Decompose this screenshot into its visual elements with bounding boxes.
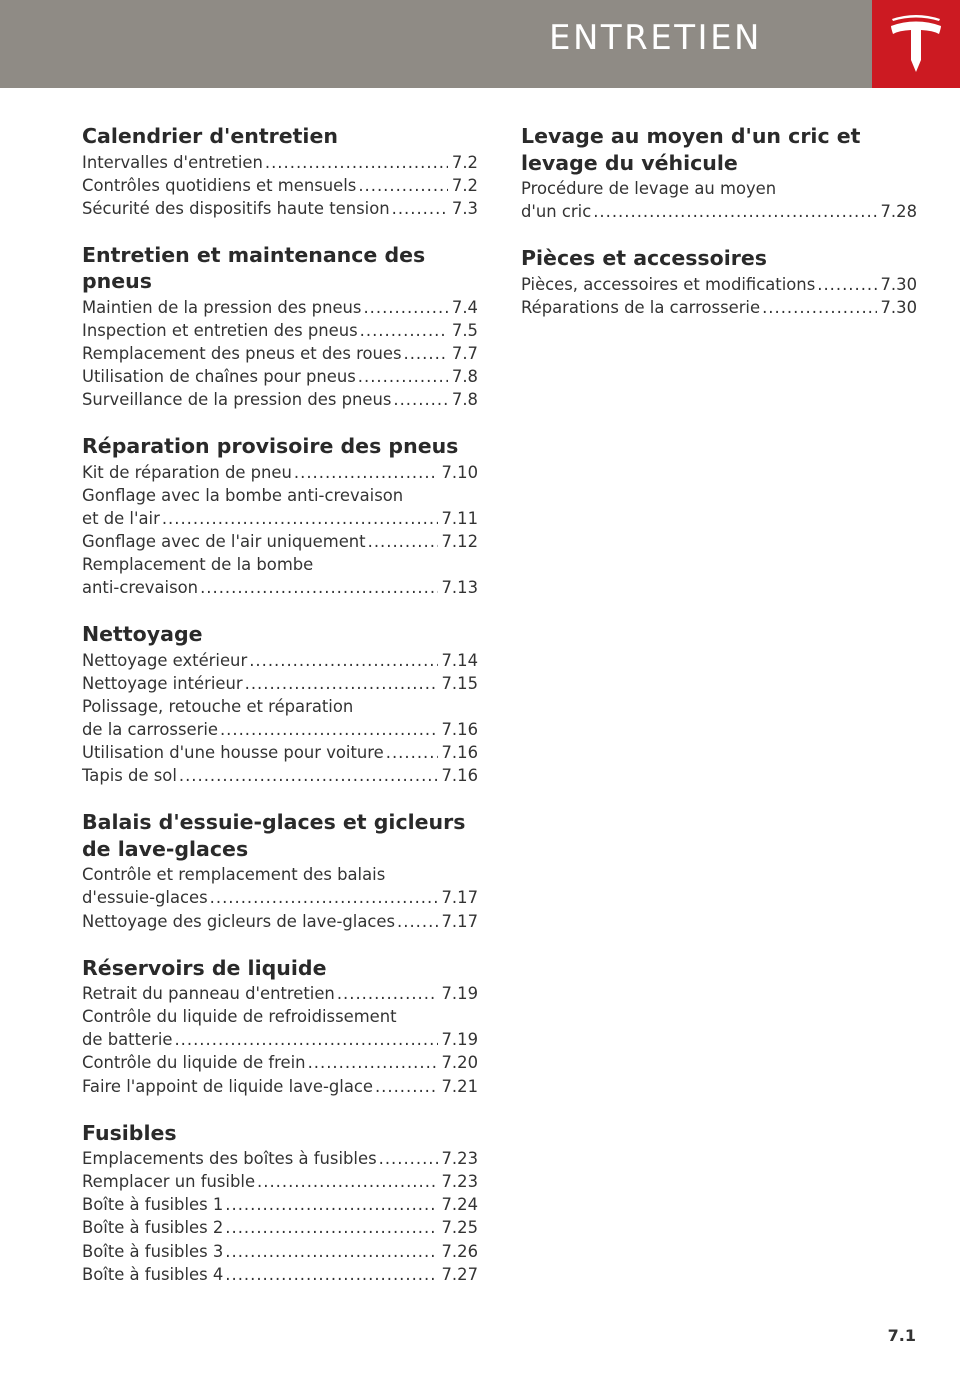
entry-text: Contrôle du liquide de frein (82, 1053, 306, 1073)
entry-text: anti-crevaison (82, 578, 199, 598)
toc-section (82, 242, 478, 411)
dot-leader (593, 200, 876, 223)
dot-leader (210, 886, 438, 909)
dot-leader (162, 507, 438, 530)
entry-text-line1: Remplacement de la bombe (82, 555, 314, 575)
entry-text: Retrait du panneau d'entretien (82, 984, 335, 1004)
toc-entry[interactable] (82, 342, 478, 365)
dot-leader (404, 342, 448, 365)
entry-page-number: 7.8 (451, 367, 478, 387)
toc-entry[interactable] (82, 530, 478, 553)
entry-page-number: 7.3 (451, 198, 478, 218)
entry-text: Boîte à fusibles 3 (82, 1241, 224, 1261)
entry-page-number: 7.30 (880, 297, 917, 317)
section-title: Fusibles (82, 1120, 177, 1145)
dot-leader (200, 576, 437, 599)
toc-entry[interactable] (521, 177, 917, 223)
toc-section (521, 245, 917, 319)
section-title: Réparation provisoire des pneus (82, 434, 459, 459)
dot-leader (363, 296, 447, 319)
toc-entry[interactable] (82, 1216, 478, 1239)
section-title: Calendrier d'entretien (82, 124, 338, 148)
toc-entry[interactable] (82, 1263, 478, 1286)
toc-entry[interactable] (82, 197, 478, 220)
chapter-title: ENTRETIEN (548, 18, 762, 58)
toc-entry[interactable] (521, 296, 917, 319)
entry-text: d'essuie-glaces (82, 888, 208, 908)
toc-entry[interactable] (82, 553, 478, 599)
entry-text: Faire l'appoint de liquide lave-glace (82, 1076, 373, 1096)
entry-page-number: 7.12 (441, 532, 478, 552)
toc-entry[interactable] (82, 982, 478, 1005)
toc-section (82, 955, 478, 1098)
dot-leader (358, 174, 448, 197)
entry-text: Inspection et entretien des pneus (82, 320, 358, 340)
entry-page-number: 7.16 (441, 720, 478, 740)
entry-text: Pièces, accessoires et modifications (521, 274, 816, 294)
entry-page-number: 7.17 (441, 888, 478, 908)
toc-entry[interactable] (82, 649, 478, 672)
toc-section (82, 809, 478, 932)
entry-text: Nettoyage intérieur (82, 673, 243, 693)
entry-text: et de l'air (82, 508, 160, 528)
entry-text: Intervalles d'entretien (82, 152, 263, 172)
toc-entry[interactable] (82, 741, 478, 764)
entry-page-number: 7.25 (441, 1218, 478, 1238)
entry-text: Nettoyage extérieur (82, 650, 248, 670)
dot-leader (360, 319, 448, 342)
toc-section (521, 123, 917, 223)
toc-entry[interactable] (82, 388, 478, 411)
dot-leader (368, 530, 438, 553)
dot-leader (379, 1147, 438, 1170)
entry-text: de la carrosserie (82, 720, 218, 740)
dot-leader (308, 1051, 438, 1074)
dot-leader (220, 718, 438, 741)
dot-leader (386, 741, 438, 764)
toc-entry[interactable] (82, 296, 478, 319)
entry-page-number: 7.23 (441, 1172, 478, 1192)
entry-page-number: 7.4 (451, 297, 478, 317)
dot-leader (265, 151, 448, 174)
entry-text-line1: Contrôle du liquide de refroidissement (82, 1007, 397, 1027)
toc-section (82, 433, 478, 599)
entry-text: Surveillance de la pression des pneus (82, 390, 392, 410)
entry-page-number: 7.20 (441, 1053, 478, 1073)
toc-left-column (82, 123, 478, 1308)
entry-page-number: 7.21 (441, 1076, 478, 1096)
dot-leader (245, 672, 438, 695)
logo-box (872, 0, 960, 88)
dot-leader (249, 649, 437, 672)
entry-page-number: 7.27 (441, 1264, 478, 1284)
entry-page-number: 7.30 (880, 274, 917, 294)
entry-page-number: 7.7 (451, 343, 478, 363)
entry-page-number: 7.8 (451, 390, 478, 410)
entry-text-line1: Polissage, retouche et réparation (82, 697, 354, 716)
toc-entry[interactable] (82, 764, 478, 787)
entry-text: Remplacer un fusible (82, 1172, 256, 1192)
entry-text: Utilisation de chaînes pour pneus (82, 367, 356, 387)
dot-leader (375, 1075, 438, 1098)
entry-page-number: 7.16 (441, 766, 478, 786)
dot-leader (225, 1240, 437, 1263)
dot-leader (174, 1028, 437, 1051)
entry-page-number: 7.13 (441, 578, 478, 598)
entry-text: Remplacement des pneus et des roues (82, 343, 402, 363)
entry-text: Réparations de la carrosserie (521, 297, 761, 317)
toc-section (82, 621, 478, 787)
toc-section (82, 1120, 478, 1286)
entry-text: Nettoyage des gicleurs de lave-glaces (82, 911, 396, 931)
dot-leader (179, 764, 438, 787)
toc-entry[interactable] (82, 484, 478, 530)
toc-entry[interactable] (82, 319, 478, 342)
section-title: Levage au moyen d'un cric et levage du véhicule (521, 124, 861, 175)
dot-leader (294, 461, 438, 484)
dot-leader (337, 982, 438, 1005)
dot-leader (358, 365, 448, 388)
entry-text: Maintien de la pression des pneus (82, 297, 362, 317)
header-band (0, 0, 872, 88)
toc-entry[interactable] (82, 863, 478, 909)
entry-page-number: 7.28 (880, 202, 917, 222)
entry-page-number: 7.2 (451, 175, 478, 195)
entry-text: Boîte à fusibles 1 (82, 1195, 224, 1215)
entry-text: Sécurité des dispositifs haute tension (82, 198, 390, 218)
dot-leader (225, 1216, 437, 1239)
toc-entry[interactable] (82, 151, 478, 174)
entry-text-line1: Procédure de levage au moyen (521, 179, 777, 198)
dot-leader (817, 273, 876, 296)
toc-entry[interactable] (82, 461, 478, 484)
entry-text: Boîte à fusibles 4 (82, 1264, 224, 1284)
toc-entry[interactable] (82, 1147, 478, 1170)
entry-text: Utilisation d'une housse pour voiture (82, 743, 384, 763)
entry-page-number: 7.11 (441, 508, 478, 528)
entry-text: de batterie (82, 1030, 173, 1050)
toc-entry[interactable] (82, 1240, 478, 1263)
toc-entry[interactable] (82, 695, 478, 741)
toc-entry[interactable] (82, 672, 478, 695)
toc-entry[interactable] (82, 365, 478, 388)
toc-entry[interactable] (82, 1051, 478, 1074)
toc-section (82, 123, 478, 220)
toc-entry[interactable] (82, 1193, 478, 1216)
entry-text: Tapis de sol (82, 766, 177, 786)
toc-right-column (521, 123, 917, 341)
page-number: 7.1 (887, 1326, 916, 1345)
entry-text: Contrôles quotidiens et mensuels (82, 175, 357, 195)
entry-text: Boîte à fusibles 2 (82, 1218, 224, 1238)
toc-entry[interactable] (82, 910, 478, 933)
entry-text-line1: Contrôle et remplacement des balais (82, 865, 386, 885)
entry-page-number: 7.5 (451, 320, 478, 340)
entry-page-number: 7.16 (441, 743, 478, 763)
section-title: Entretien et maintenance des pneus (82, 242, 426, 294)
entry-page-number: 7.24 (441, 1195, 478, 1215)
section-title: Réservoirs de liquide (82, 955, 327, 980)
dot-leader (397, 910, 437, 933)
entry-text: d'un cric (521, 202, 592, 222)
entry-page-number: 7.19 (441, 984, 478, 1004)
entry-page-number: 7.15 (441, 673, 478, 693)
toc-entry[interactable] (82, 174, 478, 197)
toc-entry[interactable] (82, 1005, 478, 1051)
entry-page-number: 7.10 (441, 462, 478, 482)
entry-page-number: 7.2 (451, 152, 478, 172)
dot-leader (225, 1193, 437, 1216)
dot-leader (762, 296, 876, 319)
entry-page-number: 7.26 (441, 1241, 478, 1261)
entry-page-number: 7.23 (441, 1149, 478, 1169)
entry-text: Kit de réparation de pneu (82, 462, 292, 482)
entry-text: Gonflage avec de l'air uniquement (82, 532, 366, 552)
toc-entry[interactable] (82, 1170, 478, 1193)
entry-page-number: 7.19 (441, 1030, 478, 1050)
dot-leader (392, 197, 448, 220)
section-title: Balais d'essuie-glaces et gicleurs de lave-glaces (82, 810, 466, 861)
dot-leader (225, 1263, 437, 1286)
section-title: Nettoyage (82, 622, 203, 647)
entry-page-number: 7.17 (441, 911, 478, 931)
entry-page-number: 7.14 (441, 650, 478, 670)
dot-leader (393, 388, 448, 411)
dot-leader (257, 1170, 437, 1193)
entry-text-line1: Gonflage avec la bombe anti-crevaison (82, 485, 404, 505)
section-title: Pièces et accessoires (521, 246, 767, 271)
tesla-logo-icon (888, 12, 944, 76)
entry-text: Emplacements des boîtes à fusibles (82, 1149, 377, 1169)
toc-entry[interactable] (521, 273, 917, 296)
toc-entry[interactable] (82, 1075, 478, 1098)
